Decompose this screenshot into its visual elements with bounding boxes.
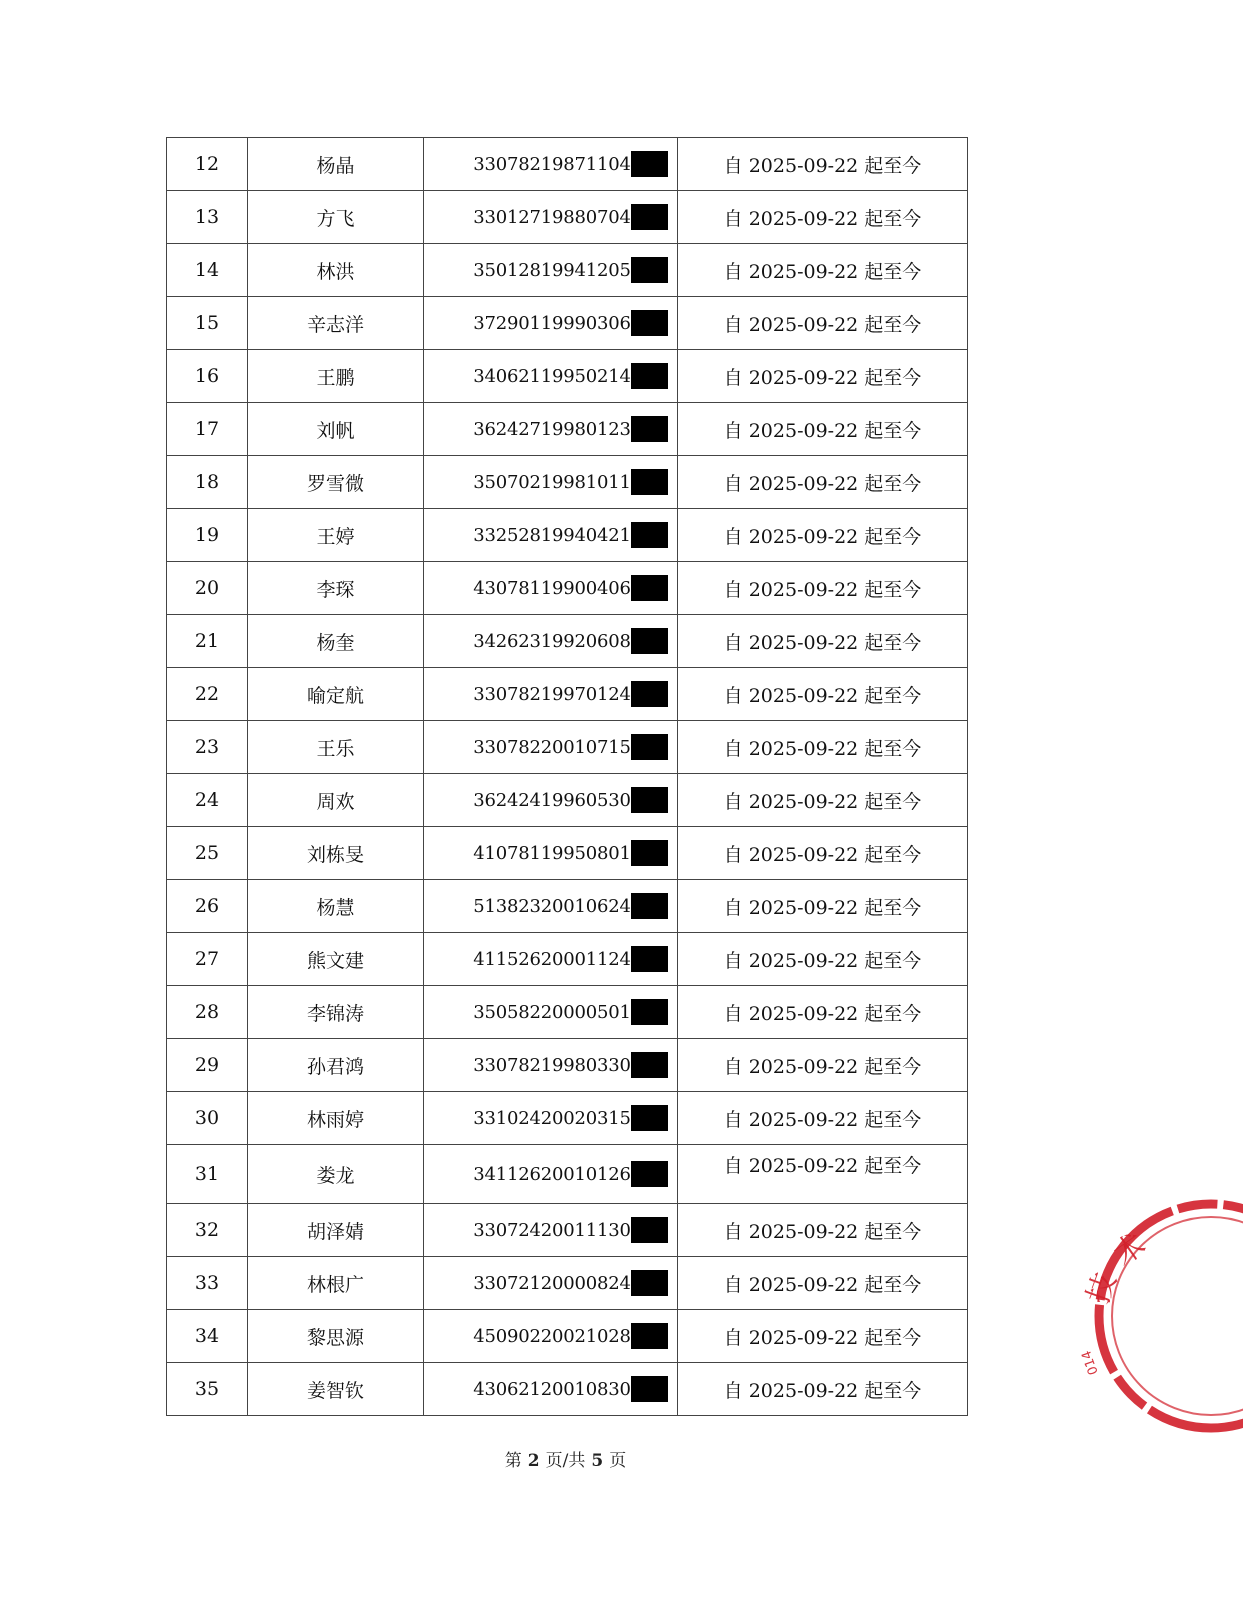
name-cell: 林洪 [248, 244, 424, 297]
employment-period-cell: 自 2025-09-22 起至今 [678, 1145, 968, 1204]
redaction-bar [631, 416, 668, 442]
id-number-cell [424, 774, 678, 827]
id-number-visible-digits: 51382320010624 [473, 895, 631, 917]
name-cell: 杨慧 [248, 880, 424, 933]
table-row [167, 1039, 968, 1092]
row-number-cell: 13 [167, 191, 248, 244]
row-number-cell: 18 [167, 456, 248, 509]
row-number-cell: 15 [167, 297, 248, 350]
employment-period-cell: 自 2025-09-22 起至今 [678, 456, 968, 509]
id-number-visible-digits: 33072420011130 [473, 1219, 631, 1241]
employment-period-cell: 自 2025-09-22 起至今 [678, 615, 968, 668]
name-cell: 孙君鸿 [248, 1039, 424, 1092]
id-number-visible-digits: 36242419960530 [473, 789, 631, 811]
id-number-wrapper [473, 151, 668, 177]
id-number-visible-digits: 37290119990306 [473, 312, 631, 334]
redaction-bar [631, 151, 668, 177]
table-row [167, 403, 968, 456]
svg-text:术: 术 [1107, 1226, 1153, 1273]
id-number-cell [424, 244, 678, 297]
row-number-cell: 24 [167, 774, 248, 827]
name-cell: 杨晶 [248, 138, 424, 191]
id-number-visible-digits: 33252819940421 [473, 524, 631, 546]
id-number-visible-digits: 35070219981011 [473, 471, 631, 493]
table-row [167, 138, 968, 191]
id-number-cell [424, 668, 678, 721]
redaction-bar [631, 522, 668, 548]
footer-suffix: 页 [609, 1451, 627, 1471]
redaction-bar [631, 946, 668, 972]
employment-period-cell: 自 2025-09-22 起至今 [678, 350, 968, 403]
redaction-bar [631, 628, 668, 654]
name-cell: 喻定航 [248, 668, 424, 721]
svg-text:技: 技 [1080, 1268, 1124, 1309]
table-row [167, 615, 968, 668]
table-row [167, 1145, 968, 1204]
name-cell: 林雨婷 [248, 1092, 424, 1145]
employment-period-cell: 自 2025-09-22 起至今 [678, 668, 968, 721]
table-row [167, 774, 968, 827]
name-cell: 刘帆 [248, 403, 424, 456]
id-number-wrapper [473, 1217, 668, 1243]
personnel-table [166, 137, 968, 1416]
redaction-bar [631, 734, 668, 760]
id-number-cell [424, 1039, 678, 1092]
employment-period-cell: 自 2025-09-22 起至今 [678, 244, 968, 297]
table-row [167, 244, 968, 297]
id-number-wrapper [473, 999, 668, 1025]
employment-period-cell: 自 2025-09-22 起至今 [678, 1363, 968, 1416]
employment-period-cell: 自 2025-09-22 起至今 [678, 986, 968, 1039]
name-cell: 周欢 [248, 774, 424, 827]
redaction-bar [631, 1270, 668, 1296]
name-cell: 林根广 [248, 1257, 424, 1310]
redaction-bar [631, 1376, 668, 1402]
table-row [167, 456, 968, 509]
id-number-wrapper [473, 416, 668, 442]
employment-period-cell: 自 2025-09-22 起至今 [678, 297, 968, 350]
id-number-visible-digits: 33072120000824 [473, 1272, 631, 1294]
row-number-cell: 29 [167, 1039, 248, 1092]
id-number-cell [424, 1092, 678, 1145]
id-number-wrapper [473, 1323, 668, 1349]
name-cell: 胡泽婧 [248, 1204, 424, 1257]
table-row [167, 880, 968, 933]
name-cell: 王婷 [248, 509, 424, 562]
name-cell: 辛志洋 [248, 297, 424, 350]
name-cell: 熊文建 [248, 933, 424, 986]
id-number-visible-digits: 41152620001124 [473, 948, 631, 970]
id-number-wrapper [473, 893, 668, 919]
table-row [167, 1363, 968, 1416]
row-number-cell: 14 [167, 244, 248, 297]
redaction-bar [631, 469, 668, 495]
name-cell: 李锦涛 [248, 986, 424, 1039]
id-number-cell [424, 509, 678, 562]
row-number-cell: 34 [167, 1310, 248, 1363]
id-number-wrapper [473, 787, 668, 813]
employment-period-cell: 自 2025-09-22 起至今 [678, 1039, 968, 1092]
id-number-wrapper [473, 1052, 668, 1078]
id-number-wrapper [473, 1376, 668, 1402]
redaction-bar [631, 310, 668, 336]
redaction-bar [631, 363, 668, 389]
employment-period-cell: 自 2025-09-22 起至今 [678, 1204, 968, 1257]
id-number-wrapper [473, 1105, 668, 1131]
id-number-cell [424, 456, 678, 509]
id-number-visible-digits: 43078119900406 [473, 577, 631, 599]
redaction-bar [631, 999, 668, 1025]
id-number-visible-digits: 34062119950214 [473, 365, 631, 387]
employment-period-cell: 自 2025-09-22 起至今 [678, 1310, 968, 1363]
id-number-visible-digits: 35058220000501 [473, 1001, 631, 1023]
id-number-cell [424, 191, 678, 244]
id-number-cell [424, 297, 678, 350]
table-row [167, 191, 968, 244]
id-number-visible-digits: 41078119950801 [473, 842, 631, 864]
official-seal-stamp [1079, 1188, 1243, 1438]
row-number-cell: 17 [167, 403, 248, 456]
id-number-cell [424, 827, 678, 880]
name-cell: 李琛 [248, 562, 424, 615]
row-number-cell: 21 [167, 615, 248, 668]
redaction-bar [631, 1052, 668, 1078]
row-number-cell: 20 [167, 562, 248, 615]
id-number-wrapper [473, 1270, 668, 1296]
id-number-cell [424, 138, 678, 191]
id-number-wrapper [473, 204, 668, 230]
table-row [167, 1204, 968, 1257]
table-row [167, 721, 968, 774]
name-cell: 黎思源 [248, 1310, 424, 1363]
redaction-bar [631, 840, 668, 866]
id-number-visible-digits: 36242719980123 [473, 418, 631, 440]
redaction-bar [631, 681, 668, 707]
id-number-cell [424, 615, 678, 668]
row-number-cell: 31 [167, 1145, 248, 1204]
id-number-visible-digits: 34262319920608 [473, 630, 631, 652]
id-number-visible-digits: 34112620010126 [473, 1163, 631, 1185]
row-number-cell: 12 [167, 138, 248, 191]
id-number-cell [424, 1257, 678, 1310]
row-number-cell: 26 [167, 880, 248, 933]
table-row [167, 933, 968, 986]
name-cell: 刘栋旻 [248, 827, 424, 880]
row-number-cell: 30 [167, 1092, 248, 1145]
redaction-bar [631, 1323, 668, 1349]
name-cell: 娄龙 [248, 1145, 424, 1204]
id-number-wrapper [473, 310, 668, 336]
id-number-visible-digits: 45090220021028 [473, 1325, 631, 1347]
employment-period-cell: 自 2025-09-22 起至今 [678, 509, 968, 562]
row-number-cell: 19 [167, 509, 248, 562]
id-number-visible-digits: 35012819941205 [473, 259, 631, 281]
id-number-cell [424, 880, 678, 933]
row-number-cell: 27 [167, 933, 248, 986]
id-number-visible-digits: 33078219970124 [473, 683, 631, 705]
id-number-wrapper [473, 257, 668, 283]
employment-period-cell: 自 2025-09-22 起至今 [678, 1257, 968, 1310]
footer-current-page: 2 [527, 1451, 540, 1471]
footer-total-pages: 5 [591, 1451, 604, 1471]
table-row [167, 827, 968, 880]
redaction-bar [631, 1105, 668, 1131]
table-row [167, 1310, 968, 1363]
id-number-cell [424, 350, 678, 403]
footer-prefix: 第 [504, 1451, 522, 1471]
employment-period-cell: 自 2025-09-22 起至今 [678, 191, 968, 244]
id-number-wrapper [473, 469, 668, 495]
id-number-cell [424, 403, 678, 456]
row-number-cell: 23 [167, 721, 248, 774]
employment-period-cell: 自 2025-09-22 起至今 [678, 138, 968, 191]
redaction-bar [631, 204, 668, 230]
table-row [167, 1257, 968, 1310]
page-number-footer [0, 1446, 1131, 1471]
row-number-cell: 28 [167, 986, 248, 1039]
row-number-cell: 16 [167, 350, 248, 403]
row-number-cell: 33 [167, 1257, 248, 1310]
name-cell: 王乐 [248, 721, 424, 774]
name-cell: 姜智钦 [248, 1363, 424, 1416]
employment-period-cell: 自 2025-09-22 起至今 [678, 774, 968, 827]
id-number-cell [424, 562, 678, 615]
redaction-bar [631, 575, 668, 601]
id-number-visible-digits: 33102420020315 [473, 1107, 631, 1129]
id-number-visible-digits: 33078219871104 [473, 153, 631, 175]
id-number-cell [424, 1145, 678, 1204]
footer-middle: 页/共 [545, 1451, 586, 1471]
table-row [167, 297, 968, 350]
id-number-wrapper [473, 1161, 668, 1187]
row-number-cell: 22 [167, 668, 248, 721]
redaction-bar [631, 1161, 668, 1187]
employment-period-cell: 自 2025-09-22 起至今 [678, 721, 968, 774]
id-number-wrapper [473, 575, 668, 601]
employment-period-cell: 自 2025-09-22 起至今 [678, 933, 968, 986]
personnel-table-body [167, 138, 968, 1416]
id-number-wrapper [473, 522, 668, 548]
name-cell: 杨奎 [248, 615, 424, 668]
table-row [167, 1092, 968, 1145]
name-cell: 罗雪微 [248, 456, 424, 509]
id-number-cell [424, 1363, 678, 1416]
id-number-visible-digits: 43062120010830 [473, 1378, 631, 1400]
id-number-visible-digits: 33012719880704 [473, 206, 631, 228]
row-number-cell: 32 [167, 1204, 248, 1257]
redaction-bar [631, 257, 668, 283]
table-row [167, 668, 968, 721]
employment-period-cell: 自 2025-09-22 起至今 [678, 562, 968, 615]
redaction-bar [631, 893, 668, 919]
employment-period-cell: 自 2025-09-22 起至今 [678, 880, 968, 933]
id-number-cell [424, 721, 678, 774]
id-number-cell [424, 986, 678, 1039]
id-number-wrapper [473, 681, 668, 707]
id-number-wrapper [473, 363, 668, 389]
id-number-wrapper [473, 628, 668, 654]
table-row [167, 986, 968, 1039]
name-cell: 王鹏 [248, 350, 424, 403]
table-row [167, 562, 968, 615]
id-number-cell [424, 933, 678, 986]
row-number-cell: 35 [167, 1363, 248, 1416]
id-number-cell [424, 1204, 678, 1257]
id-number-wrapper [473, 946, 668, 972]
id-number-wrapper [473, 734, 668, 760]
employment-period-cell: 自 2025-09-22 起至今 [678, 403, 968, 456]
redaction-bar [631, 787, 668, 813]
id-number-cell [424, 1310, 678, 1363]
table-row [167, 509, 968, 562]
id-number-visible-digits: 33078219980330 [473, 1054, 631, 1076]
redaction-bar [631, 1217, 668, 1243]
id-number-wrapper [473, 840, 668, 866]
name-cell: 方飞 [248, 191, 424, 244]
svg-text:014: 014 [1079, 1348, 1102, 1377]
row-number-cell: 25 [167, 827, 248, 880]
id-number-visible-digits: 33078220010715 [473, 736, 631, 758]
employment-period-cell: 自 2025-09-22 起至今 [678, 1092, 968, 1145]
table-row [167, 350, 968, 403]
employment-period-cell: 自 2025-09-22 起至今 [678, 827, 968, 880]
